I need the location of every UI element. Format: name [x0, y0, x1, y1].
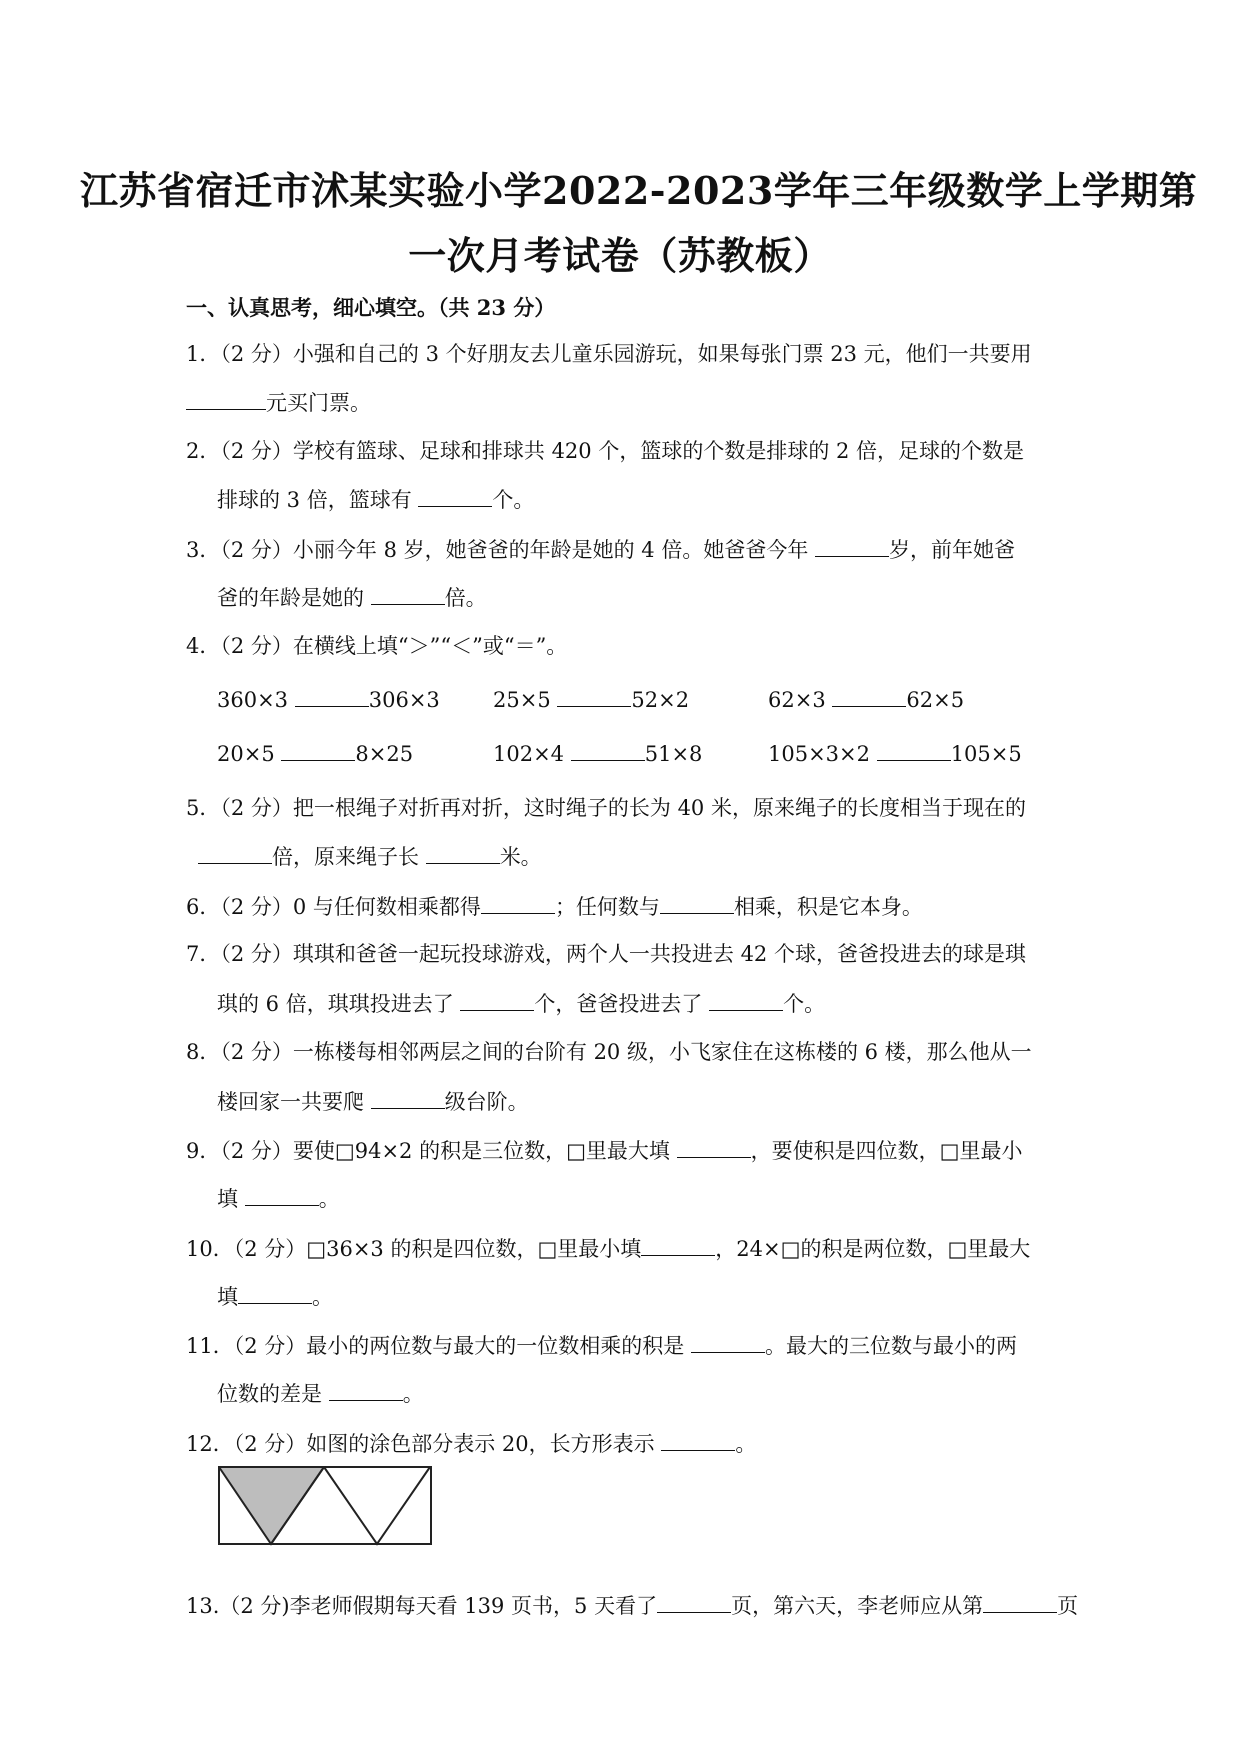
question-text: 。	[312, 1285, 333, 1309]
question-text: 页	[1057, 1594, 1079, 1618]
question-text: 位数的差是	[217, 1382, 322, 1406]
expression-left: 360×3	[217, 688, 289, 712]
question-10-line1	[186, 1233, 1030, 1264]
answer-blank[interactable]	[661, 1428, 735, 1451]
question-7-line1: 7．（2 分）琪琪和爸爸一起玩投球游戏，两个人一共投进去 42 个球，爸爸投进去的球是琪	[186, 942, 1026, 966]
question-text: 楼回家一共要爬	[217, 1090, 364, 1114]
answer-blank[interactable]	[641, 1233, 715, 1256]
question-text: 3．（2 分）小丽今年 8 岁，她爸爸的年龄是她的 4 倍。她爸爸今年	[186, 538, 809, 562]
question-text: 相乘，积是它本身。	[733, 895, 923, 919]
question-3-line2	[217, 582, 487, 613]
question-text: 岁，前年她爸	[889, 538, 1016, 562]
comparison-item	[768, 684, 964, 715]
question-text: 填	[217, 1187, 238, 1211]
question-text: 级台阶。	[444, 1090, 529, 1114]
expression-right: 306×3	[368, 688, 440, 712]
question-text: 6．（2 分）0 与任何数相乘都得	[186, 895, 481, 919]
expression-left: 105×3×2	[768, 742, 870, 766]
question-text: ，24×□的积是两位数，□里最大	[715, 1237, 1031, 1261]
expression-left: 102×4	[493, 742, 565, 766]
rectangle-triangles-figure	[218, 1466, 432, 1546]
question-text: 倍。	[444, 586, 487, 610]
question-text: 元买门票。	[266, 391, 371, 415]
answer-blank[interactable]	[418, 484, 492, 507]
question-text: 个，爸爸投进去了	[534, 992, 703, 1016]
answer-blank[interactable]	[426, 841, 500, 864]
question-text: 排球的 3 倍，篮球有	[217, 488, 412, 512]
expression-left: 25×5	[493, 688, 551, 712]
expression-left: 20×5	[217, 742, 275, 766]
answer-blank[interactable]	[238, 1281, 312, 1304]
question-text: 个。	[492, 488, 535, 512]
expression-right: 51×8	[644, 742, 703, 766]
question-11-line1	[186, 1330, 1017, 1361]
question-text: 9．（2 分）要使□94×2 的积是三位数，□里最大填	[186, 1139, 670, 1163]
page-title-line2: 一次月考试卷（苏教板）	[408, 233, 832, 278]
question-9-line2	[217, 1183, 340, 1214]
question-text: 12．（2 分）如图的涂色部分表示 20，长方形表示	[186, 1432, 655, 1456]
question-7-line2	[217, 988, 825, 1019]
expression-right: 52×2	[631, 688, 690, 712]
question-text: 爸的年龄是她的	[217, 586, 364, 610]
answer-blank[interactable]	[983, 1590, 1057, 1613]
comparison-item	[493, 738, 702, 769]
answer-blank[interactable]	[691, 1330, 765, 1353]
section-heading: 一、认真思考，细心填空。（共 23 分）	[186, 295, 556, 320]
question-text: 。	[735, 1432, 757, 1456]
question-10-line2	[217, 1281, 333, 1312]
question-1-line1: 1．（2 分）小强和自己的 3 个好朋友去儿童乐园游玩，如果每张门票 23 元，他们一共要用	[186, 342, 1032, 366]
question-text: 。	[402, 1382, 424, 1406]
question-text: 页，第六天，李老师应从第	[731, 1594, 984, 1618]
answer-blank[interactable]	[660, 891, 734, 914]
question-2-line1: 2．（2 分）学校有篮球、足球和排球共 420 个，篮球的个数是排球的 2 倍，足球的个数是	[186, 439, 1025, 463]
answer-blank[interactable]	[329, 1378, 403, 1401]
answer-blank[interactable]	[245, 1183, 319, 1206]
answer-blank[interactable]	[557, 684, 631, 707]
answer-blank[interactable]	[571, 738, 645, 761]
answer-blank[interactable]	[709, 988, 783, 1011]
answer-blank[interactable]	[460, 988, 534, 1011]
answer-blank[interactable]	[815, 534, 889, 557]
answer-blank[interactable]	[198, 841, 272, 864]
answer-blank[interactable]	[877, 738, 951, 761]
answer-blank[interactable]	[186, 387, 266, 410]
question-text: 填	[217, 1285, 238, 1309]
comparison-item	[217, 738, 413, 769]
question-11-line2	[217, 1378, 424, 1409]
answer-blank[interactable]	[677, 1135, 751, 1158]
question-text: 个。	[783, 992, 826, 1016]
question-text: 。	[318, 1187, 340, 1211]
page-title-line1: 江苏省宿迁市沭某实验小学2022-2023学年三年级数学上学期第	[80, 168, 1198, 213]
question-text: 11．（2 分）最小的两位数与最大的一位数相乘的积是	[186, 1334, 685, 1358]
question-text: ；任何数与	[554, 895, 660, 919]
question-text: 倍，原来绳子长	[272, 845, 419, 869]
question-text: 。最大的三位数与最小的两	[764, 1334, 1017, 1358]
answer-blank[interactable]	[657, 1590, 731, 1613]
question-12-line1	[186, 1428, 756, 1459]
question-1-line2	[186, 387, 371, 418]
question-text: 琪的 6 倍，琪琪投进去了	[217, 992, 454, 1016]
question-6-line1	[186, 891, 923, 922]
question-4-line1: 4．（2 分）在横线上填“＞”“＜”或“＝”。	[186, 634, 568, 658]
question-13-line1	[186, 1590, 1078, 1621]
answer-blank[interactable]	[832, 684, 906, 707]
question-5-line1: 5．（2 分）把一根绳子对折再对折，这时绳子的长为 40 米，原来绳子的长度相当于现在的	[186, 796, 1026, 820]
expression-right: 8×25	[355, 742, 414, 766]
answer-blank[interactable]	[371, 1086, 445, 1109]
question-2-line2	[217, 484, 534, 515]
expression-right: 105×5	[950, 742, 1022, 766]
question-text: ，要使积是四位数，□里最小	[750, 1139, 1023, 1163]
comparison-item	[493, 684, 689, 715]
answer-blank[interactable]	[295, 684, 369, 707]
question-text: 10．（2 分）□36×3 的积是四位数，□里最小填	[186, 1237, 642, 1261]
answer-blank[interactable]	[481, 891, 555, 914]
question-text: 13.（2 分)李老师假期每天看 139 页书，5 天看了	[186, 1594, 658, 1618]
question-8-line1: 8．（2 分）一栋楼每相邻两层之间的台阶有 20 级，小飞家住在这栋楼的 6 楼，那么他从一	[186, 1040, 1032, 1064]
comparison-item	[217, 684, 440, 715]
question-5-line2	[198, 841, 542, 872]
question-8-line2	[217, 1086, 529, 1117]
answer-blank[interactable]	[281, 738, 355, 761]
comparison-item	[768, 738, 1022, 769]
expression-right: 62×5	[906, 688, 965, 712]
question-text: 米。	[499, 845, 542, 869]
answer-blank[interactable]	[371, 582, 445, 605]
question-3-line1	[186, 534, 1015, 565]
expression-left: 62×3	[768, 688, 826, 712]
question-9-line1	[186, 1135, 1022, 1166]
